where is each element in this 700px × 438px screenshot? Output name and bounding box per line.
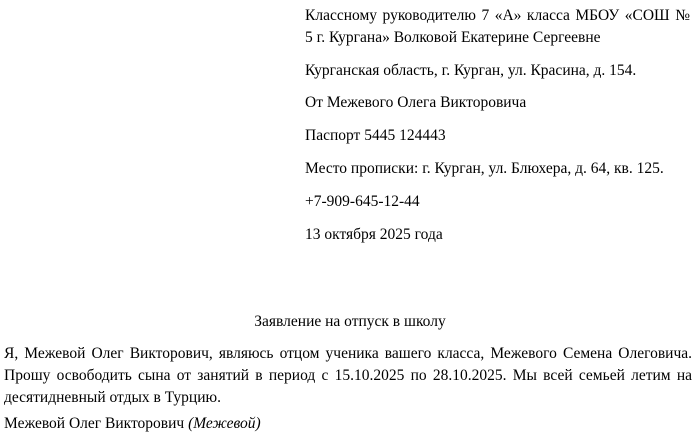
signature-line bbox=[4, 413, 261, 435]
signer-name: Межевой Олег Викторович bbox=[4, 415, 185, 432]
phone-line: +7-909-645-12-44 bbox=[305, 193, 420, 210]
date-line: 13 октября 2025 года bbox=[305, 226, 443, 243]
passport-line: Паспорт 5445 124443 bbox=[305, 127, 446, 144]
handwritten-signature: (Межевой) bbox=[188, 415, 261, 432]
sender-line: От Межевого Олега Викторовича bbox=[305, 94, 527, 111]
addressee-block bbox=[305, 5, 690, 257]
recipient-line: Классному руководителю 7 «А» класса МБОУ «СОШ № 5 г. Кургана» Волковой Екатерине Сергеевне bbox=[305, 7, 690, 46]
document-title: Заявление на отпуск в школу bbox=[254, 313, 446, 330]
registration-line: Место прописки: г. Курган, ул. Блюхера, д. 64, кв. 125. bbox=[305, 160, 664, 177]
recipient-address: Курганская область, г. Курган, ул. Красина, д. 154. bbox=[305, 62, 637, 79]
statement-body: Я, Межевой Олег Викторович, являюсь отцом ученика вашего класса, Межевого Семена Олеговича. Прошу освободить сына от занятий в период с 15.10.2025 по 28.10.2025. Мы всей семьей летим на десятидневный отдых в Турцию. bbox=[4, 345, 692, 406]
